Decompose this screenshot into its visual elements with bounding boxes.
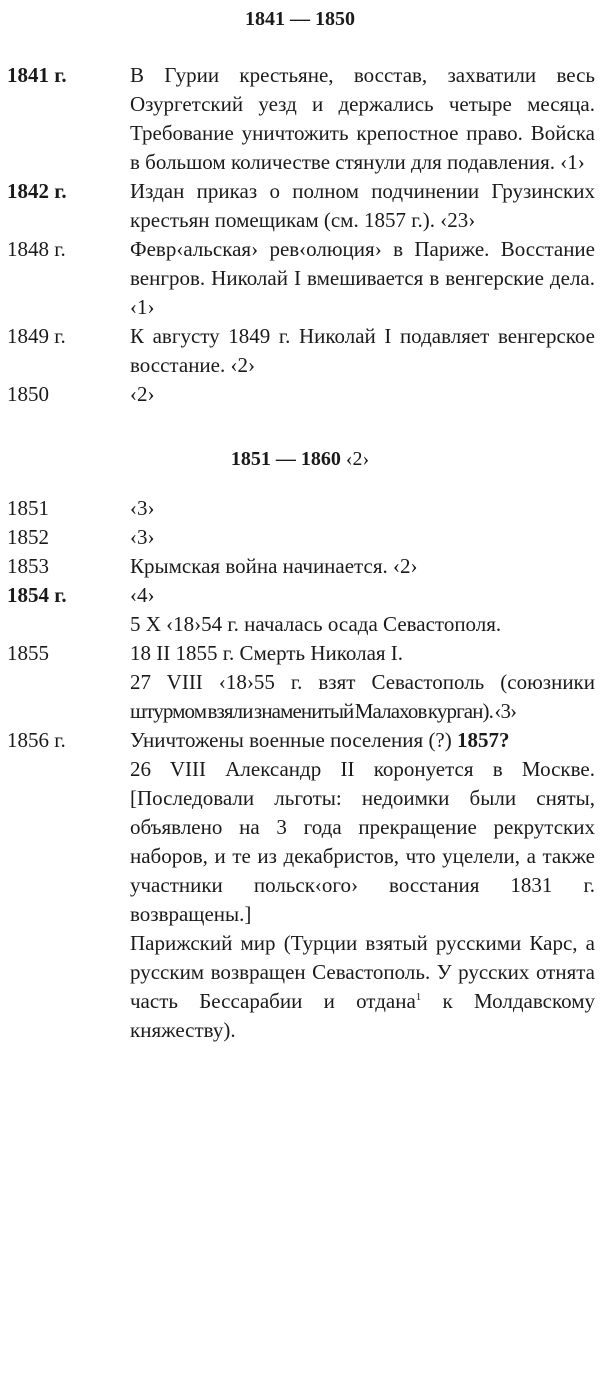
section-title: 1841 — 1850 (245, 8, 355, 30)
entry-text: ‹3› (130, 525, 155, 549)
entry-year: 1852 (7, 525, 49, 549)
entry-text: ‹2› (130, 382, 155, 406)
entry-text: Издан приказ о полном подчинении Грузинских крестьян помещикам (см. 1857 г.). ‹23› (130, 179, 595, 232)
entry-text: К августу 1849 г. Николай I подавляет венгерское восстание. ‹2› (130, 324, 595, 377)
entry-1856 (7, 726, 595, 1045)
year-1857-marker: 1857? (457, 728, 510, 752)
entry-1852 (7, 523, 595, 552)
entry-1850 (7, 380, 595, 409)
entry-year: 1855 (7, 641, 49, 665)
entry-year: 1856 г. (7, 728, 66, 752)
section-entries-1851-1860 (7, 494, 595, 1045)
entry-text: Февр‹альская› рев‹олюция› в Париже. Восстание венгров. Николай I вмешивается в венгерские дела. ‹1› (130, 237, 595, 319)
section-title: 1851 — 1860 (230, 448, 341, 470)
entry-year: 1851 (7, 496, 49, 520)
footnote-marker[interactable]: 1 (415, 991, 422, 1003)
entry-1841 (7, 61, 595, 177)
entry-text: Уничтожены военные поселения (?) 1857? 26 VIII Александр II коронуется в Москве. [Последовали льготы: недоимки были сняты, объявлено на 3 года прекращение рекрутских наборов, и те из декабристов, что уцелели, а также участники польск‹ого› восстания 1831 г. возвращены.] Парижский мир (Турции взятый русскими Карс, а русским возвращен Севастополь. У русских отнята часть Бессарабии и отдана$^1$ к Молдавскому княжеству). (130, 728, 595, 1042)
entry-1854 (7, 581, 595, 639)
entry-text: В Гурии крестьяне, восстав, захватили весь Озургетский уезд и держались четыре месяца. Требование уничтожить крепостное право. Войска в большом количестве стянули для подавления. ‹1› (130, 63, 595, 174)
entry-1853 (7, 552, 595, 581)
entry-year: 1853 (7, 554, 49, 578)
entry-year: 1842 г. (7, 179, 67, 203)
entry-text: ‹4› 5 X ‹18›54 г. началась осада Севастополя. (130, 583, 502, 636)
section-heading-1851-1860 (0, 445, 600, 474)
entry-year: 1854 г. (7, 583, 67, 607)
entry-1848 (7, 235, 595, 322)
entry-year: 1848 г. (7, 237, 66, 261)
section-entries-1841-1850 (7, 61, 595, 409)
entry-text: 18 II 1855 г. Смерть Николая I. 27 VIII ‹18›55 г. взят Севастополь (союзники штурмом взяли знаменитый Малахов курган). ‹3› (130, 641, 595, 723)
entry-1842 (7, 177, 595, 235)
entry-1855 (7, 639, 595, 726)
entry-year: 1850 (7, 382, 49, 406)
entry-text: ‹3› (130, 496, 155, 520)
section-heading-1841-1850 (0, 5, 600, 34)
section-title-ref: ‹2› (345, 448, 370, 470)
entry-1849 (7, 322, 595, 380)
entry-year: 1849 г. (7, 324, 66, 348)
entry-1851 (7, 494, 595, 523)
entry-year: 1841 г. (7, 63, 67, 87)
entry-text: Крымская война начинается. ‹2› (130, 554, 418, 578)
